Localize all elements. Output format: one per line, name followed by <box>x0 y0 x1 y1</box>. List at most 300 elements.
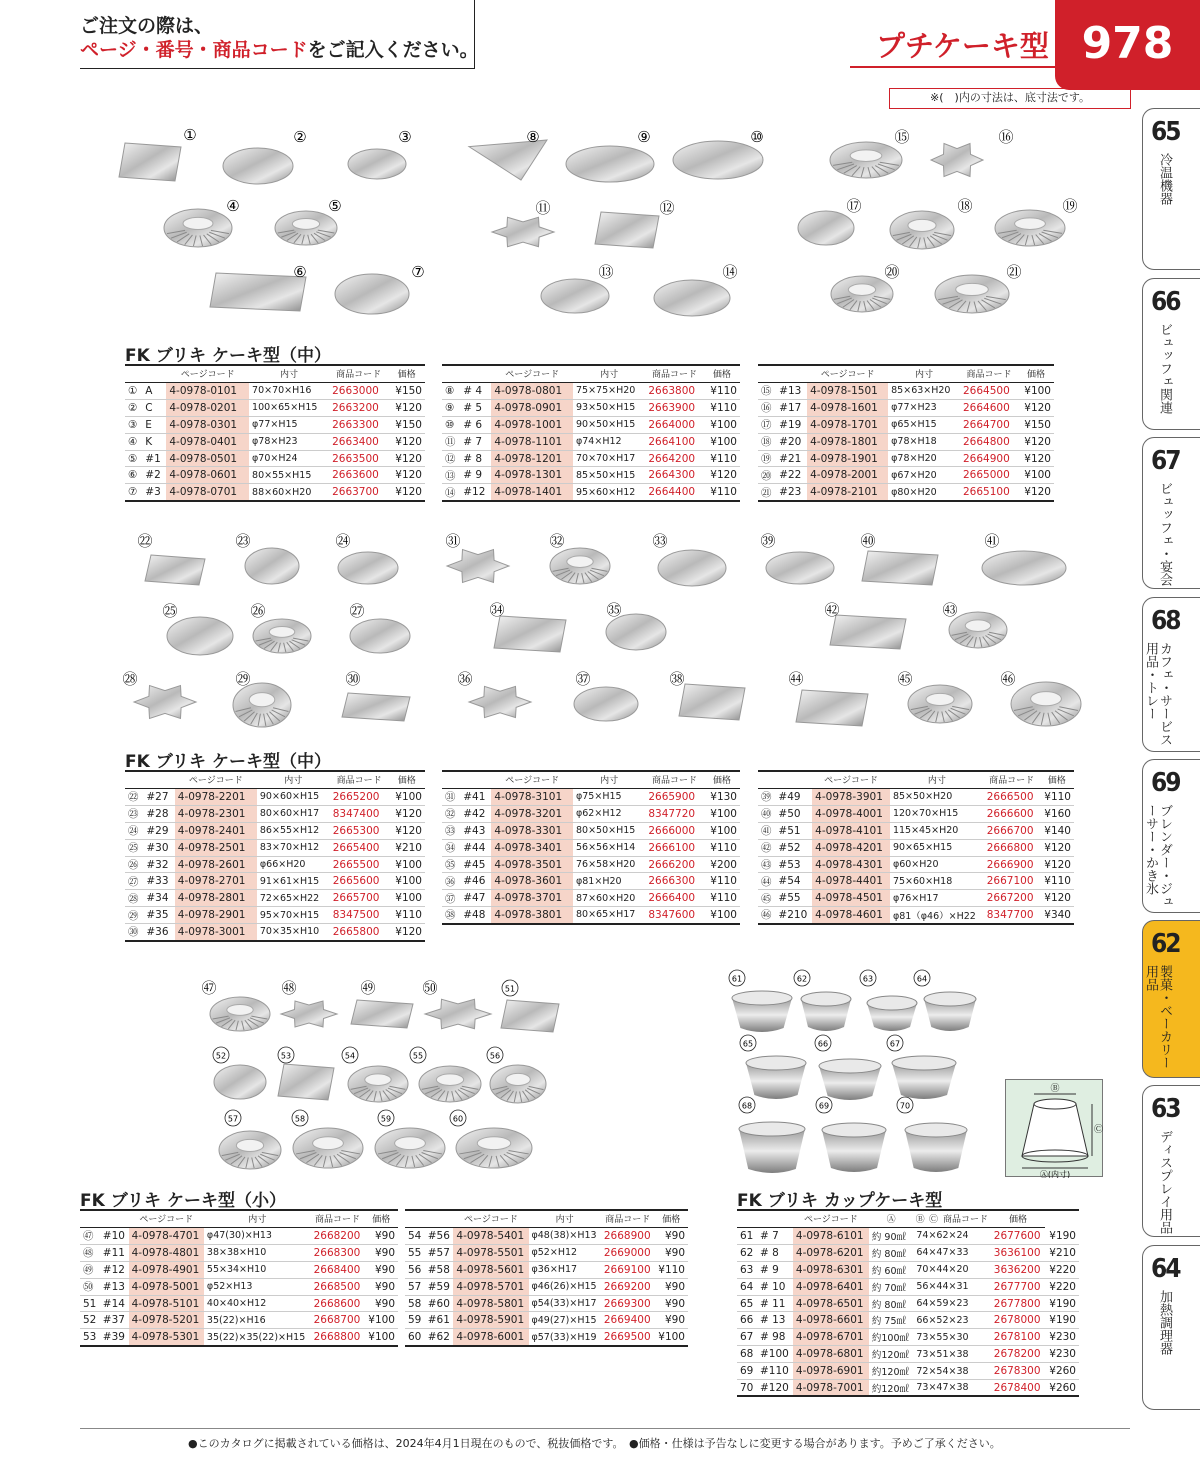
mold-photo <box>213 1047 266 1099</box>
mold-photo <box>489 601 566 652</box>
item-number: ㊵ <box>758 805 775 822</box>
side-tab-label: 製菓・ベーカリー用品 <box>1143 965 1172 1069</box>
price: ¥90 <box>365 1295 399 1312</box>
item-number: ㊶ <box>984 532 1000 550</box>
column-header-price: 価格 <box>1018 365 1054 383</box>
model-number: #41 <box>460 789 491 806</box>
page-code: 4-0978-6001 <box>453 1329 528 1346</box>
dimensions: 73×47×38 <box>913 1380 990 1397</box>
column-header-price: 価格 <box>704 771 740 789</box>
model-number: #51 <box>775 822 812 839</box>
page-code: 4-0978-4501 <box>812 890 890 907</box>
column-header-price: 価格 <box>991 1210 1045 1228</box>
price: ¥120 <box>1039 890 1074 907</box>
mold-photo <box>995 197 1078 246</box>
mold-photo <box>445 532 509 583</box>
page-code: 4-0978-5601 <box>453 1261 528 1278</box>
table-row <box>737 1346 1079 1363</box>
model-number: #44 <box>460 839 491 856</box>
model-number: #54 <box>775 873 812 890</box>
item-number: ㊼ <box>80 1228 100 1245</box>
side-tab-67[interactable] <box>1142 437 1200 589</box>
price: ¥120 <box>388 484 425 501</box>
product-code: 2666700 <box>984 822 1040 839</box>
item-number: ㉔ <box>335 532 351 550</box>
product-code: 2666500 <box>984 789 1040 806</box>
mold-photo <box>487 1047 546 1103</box>
item-number: ㉝ <box>652 532 668 550</box>
inner-size: 95×60×H12 <box>573 484 645 501</box>
page-code: 4-0978-4601 <box>812 907 890 924</box>
item-number: ⑪ <box>535 199 551 217</box>
product-code: 8347700 <box>984 907 1040 924</box>
column-header-page_code: ページコード <box>491 365 573 383</box>
product-code: 2669100 <box>601 1261 655 1278</box>
page-code: 4-0978-1301 <box>491 467 573 484</box>
table-row <box>80 1295 398 1312</box>
page-code: 4-0978-3501 <box>491 856 573 873</box>
inner-size: 115×45×H20 <box>890 822 984 839</box>
product-code: 2664800 <box>960 433 1018 450</box>
table-row <box>405 1261 688 1278</box>
column-header-price: 価格 <box>365 1210 399 1228</box>
price: ¥100 <box>704 907 740 924</box>
mold-photo <box>219 1110 281 1169</box>
section2-table-1 <box>125 770 425 942</box>
item-number: ㊽ <box>80 1244 100 1261</box>
column-header-c: Ⓒ <box>927 1210 940 1228</box>
mold-photo <box>457 670 531 718</box>
model-number: #3 <box>142 484 166 501</box>
item-number: 58 <box>294 1114 306 1124</box>
mold-photo <box>897 1097 967 1172</box>
page-code: 4-0978-5801 <box>453 1295 528 1312</box>
column-header-b: Ⓑ <box>913 1210 926 1228</box>
item-number: ④ <box>226 197 240 215</box>
page-code: 4-0978-5401 <box>453 1228 528 1245</box>
page-code: 4-0978-4101 <box>812 822 890 839</box>
item-number: 66 <box>737 1312 757 1329</box>
product-code: 3636200 <box>991 1261 1045 1278</box>
item-number: ⑧ <box>526 128 540 146</box>
mold-photo <box>669 670 745 720</box>
price: ¥100 <box>704 822 740 839</box>
dimensions: 73×51×38 <box>913 1346 990 1363</box>
item-number: ㉕ <box>162 602 178 620</box>
item-number: 63 <box>862 974 874 984</box>
item-number: 53 <box>280 1051 292 1061</box>
diagram-label-b: Ⓑ <box>1050 1084 1060 1094</box>
column-header-price: 価格 <box>704 365 740 383</box>
product-code: 2669200 <box>601 1278 655 1295</box>
inner-size: 120×70×H15 <box>890 805 984 822</box>
mold-photo <box>469 128 547 180</box>
item-number: 61 <box>737 1228 757 1245</box>
inner-size: φ66×H20 <box>257 856 330 873</box>
capacity: 約 70㎖ <box>869 1278 913 1295</box>
product-code: 2678100 <box>991 1329 1045 1346</box>
model-number: #29 <box>143 822 174 839</box>
price: ¥110 <box>655 1261 688 1278</box>
table-row <box>125 805 425 822</box>
inner-size: 40×40×H12 <box>204 1295 311 1312</box>
model-number: #33 <box>143 873 174 890</box>
item-number: ㊸ <box>942 601 958 619</box>
price: ¥230 <box>1045 1346 1079 1363</box>
table-header-row <box>80 1210 398 1228</box>
item-number: ㊷ <box>758 839 775 856</box>
table-row <box>737 1312 1079 1329</box>
model-number: # 5 <box>460 399 491 416</box>
side-tab-66[interactable] <box>1142 278 1200 430</box>
item-number: ㊽ <box>281 979 297 997</box>
mold-photo <box>233 670 291 727</box>
table-row <box>80 1329 398 1346</box>
mold-photo <box>541 263 614 313</box>
item-number: ⑩ <box>750 128 764 146</box>
section1-table-1 <box>125 364 425 502</box>
inner-size: φ77×H23 <box>888 399 960 416</box>
inner-size: φ54(33)×H17 <box>529 1295 601 1312</box>
model-number: #17 <box>776 399 807 416</box>
price: ¥120 <box>1039 856 1074 873</box>
column-header-page_code: ページコード <box>812 771 890 789</box>
item-number: 51 <box>504 984 516 994</box>
diagram-label-a: Ⓐ(内寸) <box>1039 1170 1071 1178</box>
column-header-price: 価格 <box>389 771 426 789</box>
table-row <box>125 383 425 400</box>
side-tab-64[interactable] <box>1142 1245 1200 1410</box>
page-code: 4-0978-5501 <box>453 1244 528 1261</box>
model-number: #22 <box>776 467 807 484</box>
model-number: #42 <box>460 805 491 822</box>
model-number: #45 <box>460 856 491 873</box>
product-code: 2663500 <box>329 450 388 467</box>
model-number: # 98 <box>757 1329 793 1346</box>
item-number: ⑥ <box>293 263 307 281</box>
inner-size: φ74×H12 <box>573 433 645 450</box>
mold-photo <box>729 970 792 1032</box>
price: ¥90 <box>655 1244 688 1261</box>
item-number: 67 <box>889 1039 901 1049</box>
page-code: 4-0978-3201 <box>491 805 573 822</box>
price: ¥220 <box>1045 1261 1079 1278</box>
dimensions: 72×54×38 <box>913 1363 990 1380</box>
mold-photo <box>740 1035 806 1099</box>
inner-size: 80×50×H15 <box>573 822 645 839</box>
item-number: 69 <box>737 1363 757 1380</box>
inner-size: φ65×H15 <box>888 416 960 433</box>
item-number: ㊼ <box>201 979 217 997</box>
mold-photo <box>860 970 917 1031</box>
model-number: #57 <box>425 1244 454 1261</box>
item-number: ㊺ <box>758 890 775 907</box>
product-code: 2669300 <box>601 1295 655 1312</box>
item-number: ㉔ <box>125 822 143 839</box>
price: ¥140 <box>1039 822 1074 839</box>
product-code: 2666000 <box>645 822 703 839</box>
table-row <box>758 822 1074 839</box>
model-number: #43 <box>460 822 491 839</box>
model-number: # 7 <box>460 433 491 450</box>
item-number: 59 <box>380 1114 392 1124</box>
mold-photo <box>673 128 765 179</box>
section-title-medium-1: FK ブリキ ケーキ型（中） <box>125 346 331 366</box>
price: ¥260 <box>1045 1380 1079 1397</box>
page-code: 4-0978-1401 <box>491 484 573 501</box>
price: ¥150 <box>388 383 425 400</box>
price: ¥110 <box>704 383 740 400</box>
table-row <box>442 873 740 890</box>
table-row <box>758 467 1054 484</box>
page-code: 4-0978-1101 <box>491 433 573 450</box>
table-row <box>737 1261 1079 1278</box>
product-code: 2666300 <box>645 873 703 890</box>
inner-size: φ77×H15 <box>249 416 329 433</box>
price: ¥230 <box>1045 1329 1079 1346</box>
item-number: 65 <box>742 1039 754 1049</box>
item-number: ① <box>183 126 197 144</box>
mold-photo <box>137 532 205 585</box>
price: ¥100 <box>704 416 740 433</box>
item-number: ⑨ <box>637 128 651 146</box>
item-number: ㊳ <box>442 907 460 924</box>
item-number: 62 <box>796 974 808 984</box>
side-tab-69[interactable] <box>1142 759 1200 913</box>
item-number: 53 <box>80 1329 100 1346</box>
model-number: # 9 <box>460 467 491 484</box>
column-header-inner: 内寸 <box>890 771 984 789</box>
inner-size: 35(22)×H16 <box>204 1312 311 1329</box>
table-row <box>737 1363 1079 1380</box>
price: ¥160 <box>1039 805 1074 822</box>
price: ¥190 <box>1045 1312 1079 1329</box>
item-number: 54 <box>344 1051 356 1061</box>
column-header-inner: 内寸 <box>888 365 960 383</box>
model-number: #28 <box>143 805 174 822</box>
inner-size: 100×65×H15 <box>249 399 329 416</box>
table-row <box>442 890 740 907</box>
item-number: 56 <box>405 1261 425 1278</box>
side-tab-65[interactable] <box>1142 108 1200 270</box>
page-code: 4-0978-0601 <box>166 467 249 484</box>
model-number: #46 <box>460 873 491 890</box>
order-note-rest: をご記入ください。 <box>307 39 479 61</box>
page-code: 4-0978-0301 <box>166 416 249 433</box>
column-header-page_code: ページコード <box>807 365 888 383</box>
item-number: 67 <box>737 1329 757 1346</box>
price: ¥120 <box>1018 450 1054 467</box>
inner-size: 80×55×H15 <box>249 467 329 484</box>
price: ¥110 <box>704 484 740 501</box>
item-number: ⑭ <box>722 263 738 281</box>
table-row <box>737 1244 1079 1261</box>
item-number: ⑥ <box>125 467 142 484</box>
table-row <box>442 484 740 501</box>
product-code: 2668800 <box>311 1329 365 1346</box>
column-header-product_code: 商品コード <box>311 1210 365 1228</box>
model-number: E <box>142 416 166 433</box>
side-tab-63[interactable] <box>1142 1085 1200 1237</box>
model-number: #47 <box>460 890 491 907</box>
item-number: ① <box>125 383 142 400</box>
table-row <box>125 890 425 907</box>
product-code: 2666100 <box>645 839 703 856</box>
side-tab-number: 66 <box>1151 287 1180 317</box>
column-header-inner: 内寸 <box>573 771 645 789</box>
inner-size: 91×61×H15 <box>257 873 330 890</box>
item-number: 54 <box>405 1228 425 1245</box>
side-tab-label: ディスプレイ用品 <box>1157 1130 1172 1234</box>
item-number: 51 <box>80 1295 100 1312</box>
inner-size: 85×50×H15 <box>573 467 645 484</box>
inner-size: 70×35×H10 <box>257 924 330 941</box>
item-number: ⑪ <box>442 433 460 450</box>
column-header-blank <box>125 365 142 383</box>
page-code: 4-0978-6101 <box>793 1228 869 1245</box>
page-code: 4-0978-4401 <box>812 873 890 890</box>
column-header-inner: 内寸 <box>257 771 330 789</box>
model-number: #58 <box>425 1261 454 1278</box>
column-header-price: 価格 <box>1039 771 1074 789</box>
mold-photo <box>815 1035 881 1100</box>
item-number: ㉖ <box>250 602 266 620</box>
column-header-blank <box>737 1210 757 1228</box>
inner-size: φ78×H23 <box>249 433 329 450</box>
table-row <box>737 1380 1079 1397</box>
item-number: ㉙ <box>125 907 143 924</box>
cup-dimension-diagram <box>1005 1079 1103 1177</box>
column-header-page_code: ページコード <box>793 1210 869 1228</box>
item-number: 52 <box>80 1312 100 1329</box>
mold-photo <box>942 601 1007 648</box>
column-header-blank <box>100 1210 129 1228</box>
table-header-row <box>125 771 425 789</box>
page-code: 4-0978-3701 <box>491 890 573 907</box>
price: ¥100 <box>389 789 426 806</box>
column-header-blank <box>460 771 491 789</box>
table-row <box>405 1278 688 1295</box>
mold-photo <box>410 1047 481 1102</box>
mold-photo <box>654 263 738 316</box>
price: ¥100 <box>389 890 426 907</box>
side-tab-62[interactable] <box>1142 920 1200 1078</box>
item-number: ㊾ <box>360 979 376 997</box>
page-code: 4-0978-0101 <box>166 383 249 400</box>
model-number: #62 <box>425 1329 454 1346</box>
page-code: 4-0978-2601 <box>175 856 257 873</box>
page-code: 4-0978-3401 <box>491 839 573 856</box>
model-number: #11 <box>100 1244 129 1261</box>
page-code: 4-0978-6701 <box>793 1329 869 1346</box>
model-number: #210 <box>775 907 812 924</box>
price: ¥110 <box>704 839 740 856</box>
page-code: 4-0978-3801 <box>491 907 573 924</box>
model-number: # 4 <box>460 383 491 400</box>
price: ¥100 <box>704 433 740 450</box>
product-code: 2664200 <box>645 450 703 467</box>
item-number: ⑫ <box>442 450 460 467</box>
item-number: 68 <box>737 1346 757 1363</box>
side-tab-label: ブレンダー・ジューサー・かき氷 <box>1143 804 1172 908</box>
column-header-product_code: 商品コード <box>329 365 388 383</box>
inner-size: φ60×H20 <box>890 856 984 873</box>
table-row <box>405 1312 688 1329</box>
dimensions: 70×44×20 <box>913 1261 990 1278</box>
page-code: 4-0978-5901 <box>453 1312 528 1329</box>
item-number: 68 <box>741 1101 753 1111</box>
item-number: ⑩ <box>442 416 460 433</box>
price: ¥150 <box>388 416 425 433</box>
model-number: #110 <box>757 1363 793 1380</box>
column-header-blank <box>460 365 491 383</box>
category-title: プチケーキ型 <box>876 29 1049 63</box>
table-row <box>442 839 740 856</box>
dimensions: 74×62×24 <box>913 1228 990 1245</box>
item-number: ⑲ <box>758 450 776 467</box>
table-row <box>737 1228 1079 1245</box>
page-code: 4-0978-0401 <box>166 433 249 450</box>
mold-photo <box>210 263 308 311</box>
footer-note: ●このカタログに掲載されている価格は、2024年4月1日現在のもので、税抜価格です。 ●価格・仕様は予告なしに変更する場合があります。予めご了承ください。 <box>188 1437 1001 1450</box>
mold-photo <box>450 1110 532 1168</box>
model-number: #13 <box>776 383 807 400</box>
item-number: 60 <box>452 1114 464 1124</box>
model-number: #10 <box>100 1228 129 1245</box>
product-code: 2665800 <box>330 924 389 941</box>
product-code: 8347500 <box>330 907 389 924</box>
product-code: 2669500 <box>601 1329 655 1346</box>
page-code: 4-0978-5001 <box>129 1278 204 1295</box>
table-row <box>758 416 1054 433</box>
table-row <box>125 822 425 839</box>
table-row <box>125 873 425 890</box>
column-header-blank <box>758 365 776 383</box>
price: ¥90 <box>365 1261 399 1278</box>
table-row <box>125 907 425 924</box>
item-number: ㉘ <box>125 890 143 907</box>
inner-size: φ75×H15 <box>573 789 645 806</box>
price: ¥210 <box>1045 1244 1079 1261</box>
item-number: 65 <box>737 1295 757 1312</box>
page-code: 4-0978-1201 <box>491 450 573 467</box>
mold-photo <box>119 126 198 181</box>
mold-photo <box>1000 670 1081 726</box>
product-code: 2666900 <box>984 856 1040 873</box>
product-code: 2678400 <box>991 1380 1045 1397</box>
side-tab-number: 68 <box>1151 606 1180 636</box>
price: ¥220 <box>1045 1278 1079 1295</box>
side-tab-68[interactable] <box>1142 597 1200 752</box>
product-code: 2667100 <box>984 873 1040 890</box>
mold-photo <box>292 1110 363 1168</box>
price: ¥120 <box>388 399 425 416</box>
table-row <box>80 1228 398 1245</box>
mold-photo <box>335 532 398 584</box>
product-code: 2664900 <box>960 450 1018 467</box>
column-header-page_code: ページコード <box>129 1210 204 1228</box>
item-number: ㉓ <box>125 805 143 822</box>
model-number: #36 <box>143 924 174 941</box>
item-number: ㉘ <box>122 670 138 688</box>
mold-photo <box>566 128 654 182</box>
mold-photo <box>492 199 554 247</box>
product-code: 2664300 <box>645 467 703 484</box>
section3-table-2 <box>405 1209 688 1347</box>
price: ¥100 <box>1018 383 1054 400</box>
column-header-blank <box>143 771 174 789</box>
item-number: ③ <box>125 416 142 433</box>
